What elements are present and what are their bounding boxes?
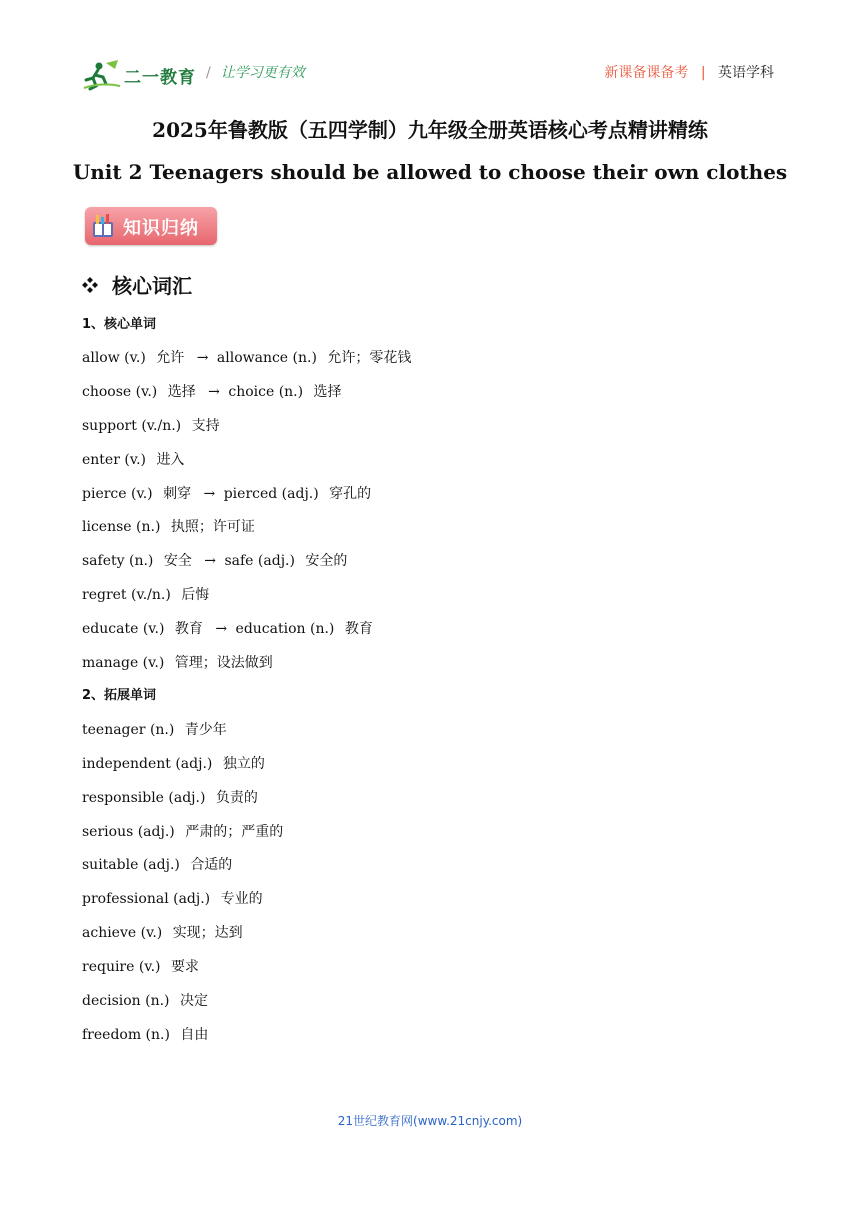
word-cn: 管理；设法做到 [174, 655, 273, 671]
derived-en: education (n.) [235, 621, 335, 637]
derived-cn: 允许；零花钱 [327, 350, 412, 366]
core-words-heading: 1、核心单词 [82, 317, 157, 332]
document-title: 2025年鲁教版（五四学制）九年级全册英语核心考点精讲精练 [152, 118, 708, 142]
arrow-icon: → [196, 350, 209, 366]
derived-cn: 穿孔的 [329, 486, 372, 502]
footer-link[interactable]: 21世纪教育网(www.21cnjy.com) [337, 1114, 523, 1128]
word-entry [82, 349, 411, 367]
word-cn: 负责的 [215, 790, 258, 806]
arrow-icon: → [208, 384, 220, 400]
word-cn: 支持 [191, 418, 220, 434]
word-en: choose (v.) [82, 384, 158, 400]
course-label: 新课备课备考 [604, 65, 689, 81]
word-cn: 决定 [179, 993, 208, 1009]
word-entry [82, 552, 347, 570]
word-en: regret (v./n.) [82, 587, 171, 603]
arrow-icon: → [215, 621, 228, 637]
derived-en: safe (adj.) [224, 553, 295, 569]
word-entry [82, 620, 373, 638]
word-entry [82, 1026, 208, 1044]
word-en: enter (v.) [82, 452, 146, 468]
word-en: serious (adj.) [82, 824, 175, 840]
word-cn: 要求 [170, 959, 199, 975]
word-cn: 刺穿 [163, 486, 192, 502]
word-entry [82, 485, 371, 503]
derived-en: choice (n.) [228, 384, 304, 400]
header-right [604, 62, 774, 82]
word-en: manage (v.) [82, 655, 165, 671]
word-entry [82, 789, 258, 807]
word-en: professional (adj.) [82, 891, 211, 907]
word-entry [82, 451, 184, 469]
word-entry [82, 518, 255, 536]
word-en: responsible (adj.) [82, 790, 206, 806]
word-en: freedom (n.) [82, 1027, 170, 1043]
word-entry [82, 890, 263, 908]
word-cn: 安全 [163, 553, 192, 569]
diamond-bullet-icon [82, 277, 98, 293]
derived-en: pierced (adj.) [223, 486, 319, 502]
word-entry [82, 721, 227, 739]
word-cn: 进入 [156, 452, 185, 468]
word-entry [82, 992, 208, 1010]
word-cn: 专业的 [220, 891, 263, 907]
word-entry [82, 856, 232, 874]
banner-label: 知识归纳 [123, 218, 199, 239]
word-cn: 青少年 [184, 722, 227, 738]
derived-cn: 选择 [313, 384, 342, 400]
word-entry [82, 958, 199, 976]
book-icon [91, 213, 115, 239]
section-heading [82, 270, 192, 299]
word-en: license (n.) [82, 519, 161, 535]
brand-logo [82, 58, 196, 92]
word-en: safety (n.) [82, 553, 154, 569]
word-cn: 实现；达到 [172, 925, 243, 941]
arrow-icon: → [204, 553, 217, 569]
word-entry [82, 654, 273, 672]
extended-words-heading: 2、拓展单词 [82, 688, 157, 703]
word-cn: 后悔 [181, 587, 210, 603]
word-cn: 教育 [174, 621, 203, 637]
word-en: decision (n.) [82, 993, 170, 1009]
word-cn: 自由 [180, 1027, 209, 1043]
word-entry [82, 823, 283, 841]
unit-title: Unit 2 Teenagers should be allowed to choose their own clothes [72, 160, 788, 184]
slogan: / 让学习更有效 [206, 65, 305, 81]
word-cn: 选择 [167, 384, 196, 400]
subject-label: 英语学科 [718, 65, 774, 81]
word-en: achieve (v.) [82, 925, 163, 941]
word-en: suitable (adj.) [82, 857, 180, 873]
word-cn: 合适的 [190, 857, 233, 873]
word-en: educate (v.) [82, 621, 165, 637]
derived-cn: 教育 [344, 621, 373, 637]
word-cn: 严肃的；严重的 [185, 824, 284, 840]
knowledge-summary-banner [85, 207, 217, 245]
logo-text: 二一教育 [124, 67, 196, 88]
word-cn: 允许 [156, 350, 185, 366]
word-en: teenager (n.) [82, 722, 175, 738]
word-entry [82, 755, 265, 773]
word-en: require (v.) [82, 959, 161, 975]
word-entry [82, 586, 209, 604]
word-entry [82, 383, 342, 401]
header-separator: | [700, 65, 706, 81]
word-en: pierce (v.) [82, 486, 153, 502]
page-header [82, 56, 774, 92]
derived-en: allowance (n.) [216, 350, 317, 366]
word-entry [82, 924, 243, 942]
slogan-text: 让学习更有效 [220, 65, 305, 81]
derived-cn: 安全的 [305, 553, 348, 569]
word-entry [82, 417, 220, 435]
word-en: independent (adj.) [82, 756, 213, 772]
word-cn: 执照；许可证 [170, 519, 255, 535]
word-cn: 独立的 [222, 756, 265, 772]
word-en: allow (v.) [82, 350, 146, 366]
arrow-icon: → [203, 486, 216, 502]
runner-logo-icon [82, 59, 122, 91]
word-en: support (v./n.) [82, 418, 182, 434]
section-heading-text: 核心词汇 [112, 274, 192, 298]
